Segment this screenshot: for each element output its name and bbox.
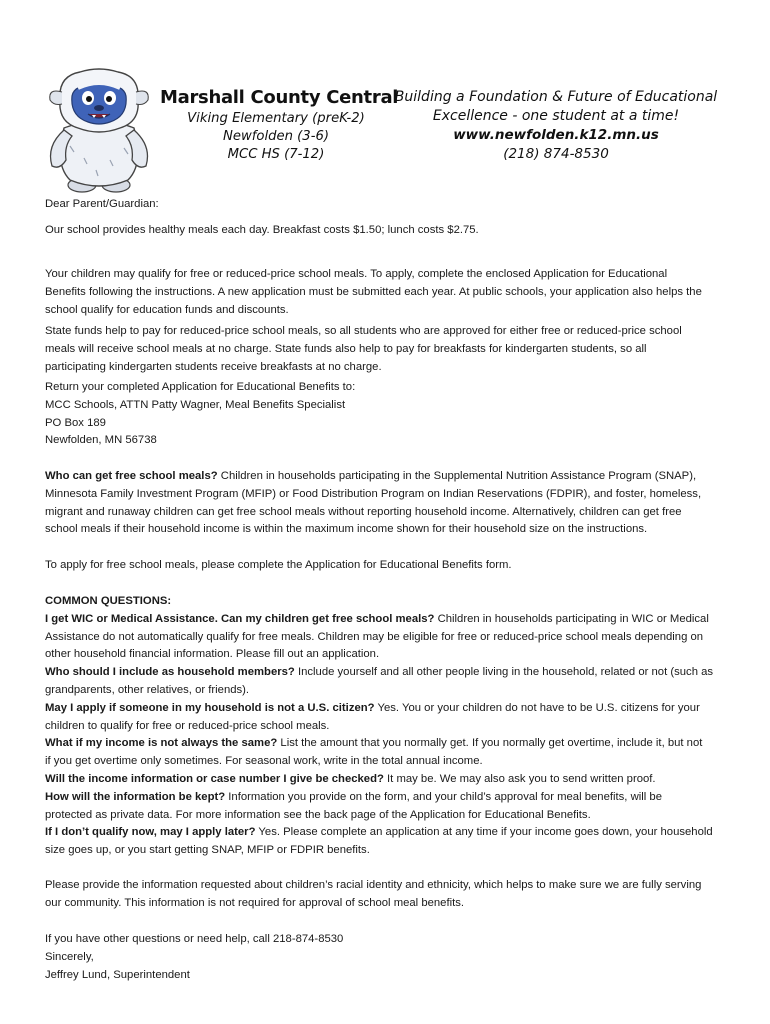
school-high-school: MCC HS (7-12) (227, 147, 325, 162)
to-apply-paragraph: To apply for free school meals, please complete the Application for Educational Benefits form. (45, 559, 512, 571)
faq-item: How will the information be kept? Information you provide on the form, and your child’s approval for meal benefits, will be (45, 790, 662, 803)
phone-number: (218) 874-8530 (503, 146, 609, 162)
faq-item: What if my income is not always the same? List the amount that you normally get. If you normally get overtime, include it, but not (45, 737, 703, 750)
apply-paragraph: Your children may qualify for free or reduced-price school meals. To apply, complete the enclosed Application for Educational Benefits following the instructions. A new application must be submitted each year. At public schools, your application also helps the school qualify for education funds and discounts. (45, 268, 702, 316)
website-link[interactable]: www.newfolden.k12.mn.us (453, 127, 659, 143)
eligibility-paragraph: Who can get free school meals? Children in households participating in the Supplemental Nutrition Assistance Program (SNAP), Minnesota Family Investment Program (MFIP) or Food Distribution Program on Indian Reservations (FDPIR), and foster, homeless, migrant and runaway children can get free school meals without reporting household income. Alternatively, children can get free school meals if their household income is within the maximum income shown for their household size on the instructions. (45, 470, 702, 536)
intro-paragraph: Our school provides healthy meals each day. Breakfast costs $1.50; lunch costs $2.75. (45, 224, 479, 236)
school-contact (386, 88, 726, 164)
tagline-line-2: Excellence - one student at a time! (432, 108, 680, 124)
race-ethnicity-paragraph: Please provide the information requested about children’s racial identity and ethnicity, which helps to make sure we are fully serving our community. This information is not required for approval of school meal benefits. (45, 879, 702, 909)
yeti-mascot-icon (40, 66, 158, 194)
school-newfolden: Newfolden (3-6) (222, 129, 329, 144)
salutation: Dear Parent/Guardian: (45, 198, 159, 210)
faq-item: May I apply if someone in my household is not a U.S. citizen? Yes. You or your children do not have to be U.S. citizens for your (45, 701, 700, 714)
faq-section: COMMON QUESTIONS: I get WIC or Medical Assistance. Can my children get free school meals? Children in households participating in WIC or Medical Assistance do not automatically qualify for free meals. Children may be eligible for free or reduced-price school meals depending on other household financial information. Please fill out an application. Who should I include as household members? Include yourself and all other people living in the household, related or not (such as grandparents, other relatives, or friends). May I apply if someone in my household is not a U.S. citizen? Yes. You or your children do not have to be U.S. citizens for your children to qualify for free or reduced-price school meals. What if my income is not always the same? List the amount that you normally get. If you normally get overtime, include it, but not if you get overtime only sometimes. For seasonal work, write in the total annual income. Will the income information or case number I give be checked? It may be. We may also ask you to send written proof. How will the information be kept? Information you provide on the form, and your child’s approval for meal benefits, will be protected as private data. For more information see the back page of the Application for Educational Benefits. If I don’t qualify now, may I apply later? Yes. Please complete an application at any time if your income goes down, your household size goes up, or you start getting SNAP, MFIP or FDPIR benefits. (45, 593, 735, 860)
faq-item: I get WIC or Medical Assistance. Can my children get free school meals? Children in households participating in WIC or Medical (45, 612, 709, 625)
school-name: Marshall County Central (160, 87, 399, 108)
sign-off: Sincerely, (45, 950, 94, 963)
tagline-line-1: Building a Foundation & Future of Educational (394, 89, 718, 105)
return-address: Return your completed Application for Educational Benefits to: MCC Schools, ATTN Patty Wagner, Meal Benefits Specialist PO Box 189 Newfolden, MN 56738 (45, 381, 356, 447)
help-line: If you have other questions or need help, call 218-874-8530 (45, 933, 344, 945)
faq-item: If I don’t qualify now, may I apply later? Yes. Please complete an application at any time if your income goes down, your household (45, 826, 713, 839)
faq-item: Will the income information or case number I give be checked? It may be. We may also ask you to send written proof. (45, 772, 656, 785)
faq-item: Who should I include as household members? Include yourself and all other people living in the household, related or not (such as (45, 666, 714, 679)
faq-heading: COMMON QUESTIONS: (45, 595, 172, 607)
signature-name: Jeffrey Lund, Superintendent (45, 968, 190, 981)
closing (45, 931, 735, 984)
state-funds-paragraph: State funds help to pay for reduced-price school meals, so all students who are approved for either free or reduced-price school meals will receive school meals at no charge. State funds also help to pay for breakfasts for kindergarten students, so all participating kindergarten students receive breakfasts at no charge. (45, 325, 682, 373)
school-header (160, 86, 399, 164)
school-elementary: Viking Elementary (preK-2) (187, 111, 365, 126)
eligibility-question: Who can get free school meals? (45, 470, 218, 482)
